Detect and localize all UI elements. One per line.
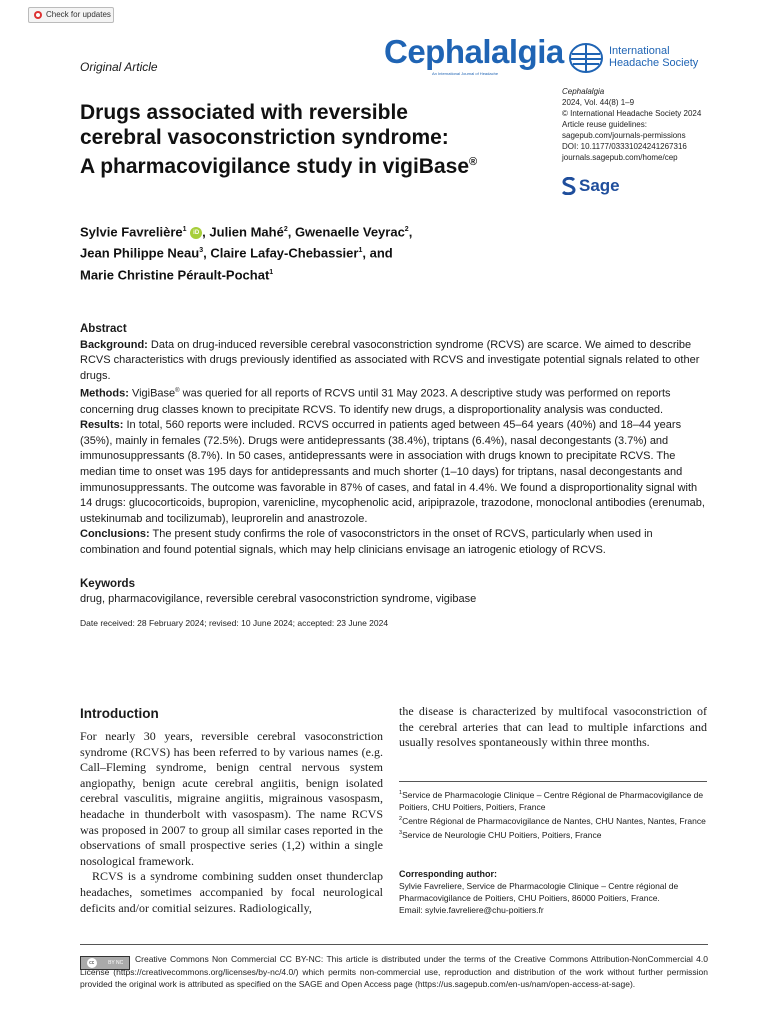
author-name: , Claire Lafay-Chebassier bbox=[203, 245, 359, 261]
section-heading-introduction: Introduction bbox=[80, 706, 159, 721]
publisher-logo bbox=[562, 174, 620, 198]
author-affil: 3 bbox=[199, 247, 204, 255]
background-label: Background: bbox=[80, 338, 148, 351]
title-line1: Drugs associated with reversible bbox=[80, 101, 408, 124]
affiliations bbox=[399, 787, 709, 840]
author-sep: , and bbox=[362, 245, 393, 261]
methods-pre: VigiBase bbox=[128, 388, 176, 401]
corresponding-address: Sylvie Favreliere, Service de Pharmacologie Clinique – Centre régional de Pharmacovigilance de Poitiers, CHU Poitiers, 86000 Poitiers, France. bbox=[399, 881, 679, 903]
authors-line1 bbox=[80, 220, 540, 241]
meta-volume: 2024, Vol. 44(8) 1–9 bbox=[562, 98, 635, 107]
author-affil: 2 bbox=[404, 226, 409, 233]
abstract bbox=[80, 322, 708, 559]
affiliation-text: Service de Neurologie CHU Poitiers, Poitiers, France bbox=[402, 829, 602, 840]
abstract-results bbox=[80, 418, 708, 527]
results-text: In total, 560 reports were included. RCVS occurred in patients aged between 45–64 years (40%) and 18–44 years (35%), mainly in females (72.5%). Drugs were antidepressants (38.4%), triptans (6.4%), nasal decongestants (3.7%) and immunosuppressants (8.7%). In 50 cases, antidepressants were in association with drugs known to precipitate RCVS. The median time to onset was 195 days for antidepressants and much shorter (1–10 days) for triptans, nasal decongestants and immunosuppressants. The outcome was favorable in 87% of cases, and fatal in 4.4%. We found a disproportionality signal with 14 drugs: glucocorticoids, bupropion, varenicline, mycophenolic acid, aripiprazole, trazodone, monoclonal antibodies (erenumab, ustekinumab and tocilizumab), leuprorelin and anastrozole. bbox=[80, 419, 705, 525]
meta-reuse-label: Article reuse guidelines: bbox=[562, 120, 647, 129]
journal-meta bbox=[562, 86, 752, 163]
check-for-updates-button[interactable] bbox=[28, 7, 114, 23]
author-name: Marie Christine Pérault-Pochat bbox=[80, 266, 270, 282]
abstract-background bbox=[80, 338, 708, 385]
meta-doi[interactable]: DOI: 10.1177/03331024241267316 bbox=[562, 142, 687, 151]
cc-by-nc-label: BY NC bbox=[108, 960, 124, 966]
publisher-name: Sage bbox=[579, 176, 620, 195]
affiliation bbox=[399, 827, 709, 841]
body-column-right bbox=[399, 704, 707, 751]
sage-s-icon bbox=[562, 177, 576, 195]
author-name: , Julien Mahé bbox=[202, 224, 284, 240]
updates-icon bbox=[34, 11, 42, 19]
journal-logo: Cephalalgia bbox=[384, 33, 564, 70]
corresponding-author bbox=[399, 868, 709, 916]
methods-text: was queried for all reports of RCVS until 31 May 2023. A descriptive study was performed on reports concerning drug classes known to precipitate RCVS. To identify new drugs, a disproportionality analysis was conducted. bbox=[80, 388, 671, 416]
cc-icon: cc bbox=[87, 958, 97, 968]
keywords-heading: Keywords bbox=[80, 578, 135, 590]
author-affil: 1 bbox=[182, 226, 187, 233]
article-title bbox=[80, 100, 520, 179]
abstract-heading: Abstract bbox=[80, 323, 127, 335]
intro-paragraph: For nearly 30 years, reversible cerebral vasoconstriction syndrome (RCVS) has been referred to by various names (e.g. Call–Fleming syndrome, benign central nervous system angiopathy, benign acute cerebral angiitis, benign isolated cerebral vasculitis, migraine angiitis, migrainous vasospasm, headache in thunderbolt with vasospasm). The name RCVS was proposed in 2007 to group all similar cases reported in the observations of small prospective series (1,2) within a single nosological framework. bbox=[80, 729, 383, 868]
affiliation-text: Service de Pharmacologie Clinique – Centre Régional de Pharmacovigilance de Poitiers, CHU Poitiers, Poitiers, France bbox=[399, 789, 704, 812]
abstract-methods bbox=[80, 384, 708, 418]
methods-label: Methods: bbox=[80, 388, 129, 401]
author-name: Sylvie Favrelière bbox=[80, 224, 183, 240]
abstract-conclusions bbox=[80, 527, 708, 558]
affiliation bbox=[399, 813, 709, 827]
author-list bbox=[80, 220, 540, 284]
society-name bbox=[609, 45, 698, 69]
intro-paragraph: the disease is characterized by multifocal vasoconstriction of the cerebral arteries that can lead to multiple infarctions and usually resolves spontaneously within three months. bbox=[399, 704, 707, 750]
methods-sup: ® bbox=[175, 388, 180, 395]
footer-divider bbox=[80, 944, 708, 945]
title-line2: cerebral vasoconstriction syndrome: bbox=[80, 126, 449, 149]
author-sep: , bbox=[408, 224, 413, 240]
check-for-updates-label: Check for updates bbox=[46, 10, 111, 19]
body-column-left bbox=[80, 729, 383, 916]
society-line2: Headache Society bbox=[609, 57, 699, 69]
affiliation-number: 1 bbox=[399, 790, 403, 796]
meta-home-link[interactable]: journals.sagepub.com/home/cep bbox=[562, 153, 678, 162]
society-line1: International bbox=[609, 45, 670, 57]
authors-line3 bbox=[80, 263, 540, 284]
corresponding-heading: Corresponding author: bbox=[399, 869, 497, 879]
keywords-list: drug, pharmacovigilance, reversible cerebral vasoconstriction syndrome, vigibase bbox=[80, 593, 477, 605]
author-affil: 2 bbox=[283, 226, 288, 233]
affiliation-text: Centre Régional de Pharmacovigilance de Nantes, CHU Nantes, Nantes, France bbox=[402, 815, 706, 826]
conclusions-label: Conclusions: bbox=[80, 528, 150, 541]
registered-mark: ® bbox=[469, 156, 478, 168]
background-text: Data on drug-induced reversible cerebral vasoconstriction syndrome (RCVS) are scarce. We aimed to describe RCVS characteristics with drugs previously identified as associated with RCVS and investigate potential signals related to other drugs. bbox=[80, 338, 700, 382]
date-history: Date received: 28 February 2024; revised: 10 June 2024; accepted: 23 June 2024 bbox=[80, 618, 389, 628]
authors-line2 bbox=[80, 241, 540, 262]
keywords bbox=[80, 577, 708, 607]
conclusions-text: The present study confirms the role of vasoconstrictors in the onset of RCVS, particularly when used in combination and found potential signals, which may help clinicians envisage an iatrogenic etiology of RCVS. bbox=[80, 528, 653, 556]
author-affil: 1 bbox=[269, 268, 274, 276]
license-text: Creative Commons Non Commercial CC BY-NC: This article is distributed under the terms of the Creative Commons Attribution-NonCommercial 4.0 License (https://creativecommons.org/licenses/by-nc/4.0/) which permits non-commercial use, reproduction and distribution of the work without further permission provided the original work is attributed as specified on the SAGE and Open Access page (https://us.sagepub.com/en-us/nam/open-access-at-sage). bbox=[80, 954, 708, 990]
title-line3-text: A pharmacovigilance study in vigiBase bbox=[80, 155, 470, 178]
author-affil: 1 bbox=[358, 247, 363, 255]
meta-journal: Cephalalgia bbox=[562, 87, 605, 96]
author-name: , Gwenaelle Veyrac bbox=[287, 224, 405, 240]
article-type: Original Article bbox=[80, 60, 158, 74]
affiliation bbox=[399, 787, 709, 813]
affiliation-divider bbox=[399, 781, 707, 782]
affiliation-number: 3 bbox=[399, 829, 403, 836]
results-label: Results: bbox=[80, 419, 124, 432]
meta-copyright: © International Headache Society 2024 bbox=[562, 109, 702, 118]
ihs-logo-icon bbox=[568, 42, 604, 74]
meta-reuse-link[interactable]: sagepub.com/journals-permissions bbox=[562, 131, 686, 140]
intro-paragraph: RCVS is a syndrome combining sudden onset thunderclap headaches, sometimes accompanied by focal neurological deficits and/or comitial seizures. Radiologically, bbox=[80, 869, 383, 915]
orcid-icon[interactable]: iD bbox=[190, 227, 202, 239]
corresponding-email[interactable]: Email: sylvie.favreliere@chu-poitiers.fr bbox=[399, 905, 544, 915]
affiliation-number: 2 bbox=[399, 815, 403, 822]
title-line3 bbox=[80, 150, 520, 179]
author-name: Jean Philippe Neau bbox=[80, 245, 200, 261]
journal-tagline: An International Journal of Headache bbox=[432, 71, 499, 76]
